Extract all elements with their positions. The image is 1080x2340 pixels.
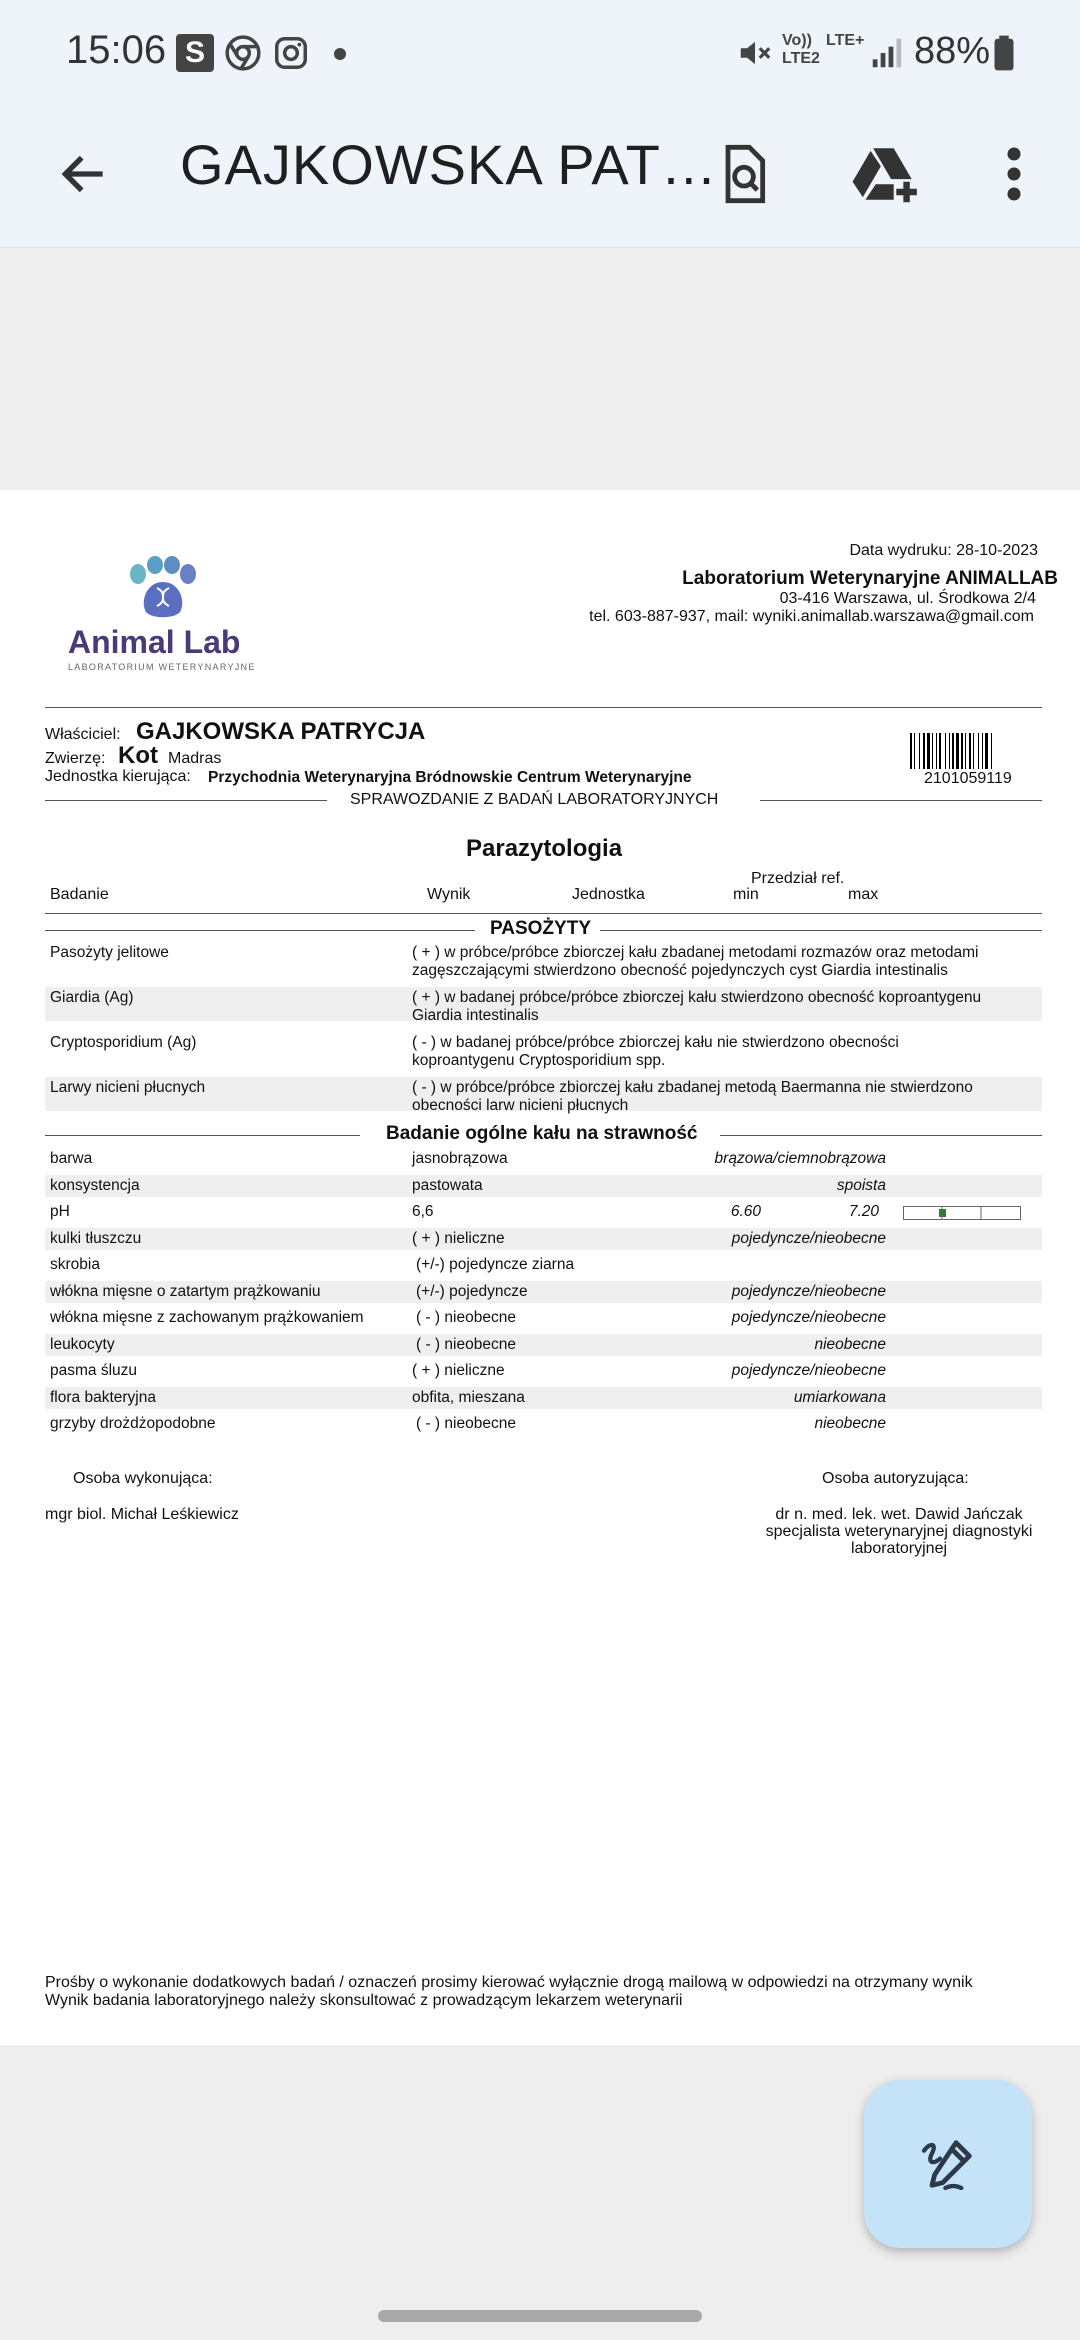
test-ref-max: umiarkowana <box>793 1389 886 1406</box>
test-result: (+/-) pojedyncze ziarna <box>416 1256 575 1273</box>
parasite-test-name: Pasożyty jelitowe <box>50 944 169 961</box>
parasite-result-line2: koproantygenu Cryptosporidium spp. <box>412 1052 666 1069</box>
barcode-bar <box>973 733 974 769</box>
test-ref-max: pojedyncze/nieobecne <box>731 1230 886 1247</box>
edit-fab-button[interactable] <box>864 2080 1032 2248</box>
test-name: konsystencja <box>50 1177 140 1194</box>
test-ref-max: pojedyncze/nieobecne <box>731 1309 886 1326</box>
more-options-button[interactable] <box>974 134 1054 214</box>
barcode-bar <box>945 733 946 769</box>
notification-dot-icon <box>334 48 346 60</box>
lab-address: 03-416 Warszawa, ul. Środkowa 2/4 <box>779 590 1036 607</box>
test-ref-max: brązowa/ciemnobrązowa <box>714 1150 886 1167</box>
test-ref-max: pojedyncze/nieobecne <box>731 1362 886 1379</box>
animal-species: Kot <box>118 742 158 769</box>
section-title: Parazytologia <box>466 835 623 862</box>
barcode-bar <box>936 733 937 769</box>
authorizer-block <box>740 1506 1058 1557</box>
barcode-bar <box>985 733 988 769</box>
test-result: 6,6 <box>412 1203 434 1220</box>
report-title: SPRAWOZDANIE Z BADAŃ LABORATORYJNYCH <box>350 791 719 808</box>
parasite-result-line1: ( + ) w próbce/próbce zbiorczej kału zbadanej metodami rozmazów oraz metodami <box>412 944 979 961</box>
document-title: GAJKOWSKA PAT… <box>180 133 718 196</box>
col-max: max <box>848 886 879 903</box>
footer-note-1: Prośby o wykonanie dodatkowych badań / oznaczeń prosimy kierować wyłącznie drogą mailową w odpowiedzi na otrzymany wynik <box>45 1974 973 1991</box>
test-result: ( - ) nieobecne <box>416 1309 516 1326</box>
add-to-drive-button[interactable] <box>846 134 926 214</box>
barcode-bar <box>932 733 933 769</box>
barcode-bar <box>956 733 959 769</box>
mute-icon <box>736 34 774 72</box>
volte-line2: LTE2 <box>782 50 820 67</box>
col-test: Badanie <box>50 886 109 903</box>
test-result: jasnobrązowa <box>412 1150 508 1167</box>
test-ref-max: spoista <box>836 1177 886 1194</box>
test-name: włókna mięsne o zatartym prążkowaniu <box>50 1283 321 1300</box>
row-band <box>45 1228 1042 1250</box>
performer-name: mgr biol. Michał Leśkiewicz <box>45 1506 239 1523</box>
drive-add-icon <box>850 142 922 206</box>
top-bar <box>0 0 1080 248</box>
divider <box>45 707 1042 708</box>
print-date: Data wydruku: 28-10-2023 <box>849 542 1038 559</box>
battery-level: 88% <box>914 30 991 72</box>
divider <box>45 930 475 931</box>
barcode-bar <box>923 733 925 769</box>
authorizer-name: dr n. med. lek. wet. Dawid Jańczak <box>775 1506 1023 1523</box>
row-band <box>45 1175 1042 1197</box>
test-name: skrobia <box>50 1256 100 1273</box>
barcode-bar <box>910 733 912 769</box>
parasite-result-line2: Giardia intestinalis <box>412 1007 539 1024</box>
test-name: pasma śluzu <box>50 1362 138 1379</box>
parasite-result-line1: ( + ) w badanej próbce/próbce zbiorczej kału stwierdzono obecność koproantygenu <box>412 989 982 1006</box>
barcode-bar <box>927 733 930 769</box>
test-name: barwa <box>50 1150 93 1167</box>
authorizer-label: Osoba autoryzująca: <box>822 1470 969 1487</box>
performer-label: Osoba wykonująca: <box>73 1470 213 1487</box>
status-bar <box>0 0 1080 100</box>
barcode-bar <box>982 733 983 769</box>
digestibility-heading: Badanie ogólne kału na strawność <box>386 1123 698 1144</box>
signal-icon <box>868 34 906 72</box>
parasite-test-name: Larwy nicieni płucnych <box>50 1079 206 1096</box>
barcode-bar <box>949 733 950 769</box>
barcode-bar <box>969 733 971 769</box>
row-band <box>45 1334 1042 1356</box>
parasite-test-name: Cryptosporidium (Ag) <box>50 1034 197 1051</box>
parasite-result-line2: zagęszczającymi stwierdzono obecność pojedynczych cyst Giardia intestinalis <box>412 962 948 979</box>
barcode <box>910 733 1032 769</box>
volte-line1: Vo)) <box>782 32 812 49</box>
divider <box>760 800 1042 801</box>
lab-name: Laboratorium Weterynaryjne ANIMALLAB <box>682 568 1058 589</box>
gesture-nav-handle[interactable] <box>378 2310 702 2322</box>
col-unit: Jednostka <box>572 886 645 903</box>
col-min: min <box>733 886 759 903</box>
test-result: ( - ) nieobecne <box>416 1415 516 1432</box>
unit-label: Jednostka kierująca: <box>45 768 191 785</box>
test-ref-max: pojedyncze/nieobecne <box>731 1283 886 1300</box>
test-result: ( - ) nieobecne <box>416 1336 516 1353</box>
parasites-heading: PASOŻYTY <box>490 918 591 939</box>
barcode-bar <box>978 733 979 769</box>
test-result: (+/-) pojedyncze <box>416 1283 528 1300</box>
status-time: 15:06 <box>66 28 167 72</box>
col-reference-range: Przedział ref. <box>751 870 845 887</box>
row-band <box>45 1387 1042 1409</box>
parasite-result-line1: ( - ) w badanej próbce/próbce zbiorczej kału nie stwierdzono obecności <box>412 1034 899 1051</box>
test-result: pastowata <box>412 1177 483 1194</box>
logo-subtitle: LABORATORIUM WETERYNARYJNE <box>68 662 256 672</box>
animal-name: Madras <box>168 750 222 767</box>
barcode-bar <box>939 733 941 769</box>
barcode-bar <box>991 733 992 769</box>
logo-name: Animal Lab <box>68 624 241 660</box>
search-in-document-button[interactable] <box>704 134 784 214</box>
col-result: Wynik <box>427 886 471 903</box>
test-result: ( + ) nieliczne <box>412 1362 505 1379</box>
file-search-icon <box>712 142 776 206</box>
paw-logo-icon <box>126 556 200 620</box>
owner-label: Właściciel: <box>45 726 121 743</box>
app-bar <box>0 100 1080 248</box>
divider <box>45 800 327 801</box>
test-name: kulki tłuszczu <box>50 1230 142 1247</box>
test-name: włókna mięsne z zachowanym prążkowaniem <box>50 1309 364 1326</box>
draw-pen-icon <box>916 2132 980 2196</box>
barcode-bar <box>965 733 966 769</box>
divider <box>600 930 1042 931</box>
test-ref-max: nieobecne <box>814 1415 886 1432</box>
authorizer-title-cont: laboratoryjnej <box>850 1540 948 1557</box>
back-button[interactable] <box>44 134 124 214</box>
ph-range-gauge <box>903 1206 1021 1220</box>
parasite-result-line2: obecności larw nicieni płucnych <box>412 1097 629 1114</box>
owner-value: GAJKOWSKA PATRYCJA <box>136 718 426 745</box>
lab-contact: tel. 603-887-937, mail: wyniki.animallab.warszawa@gmail.com <box>589 608 1034 625</box>
divider <box>45 913 1042 914</box>
footer-note-2: Wynik badania laboratoryjnego należy skonsultować z prowadzącym lekarzem weterynarii <box>45 1992 683 2009</box>
test-name: pH <box>50 1203 70 1220</box>
barcode-bar <box>952 733 954 769</box>
battery-icon <box>990 34 1018 72</box>
barcode-bar <box>914 733 915 769</box>
test-ref-max: 7.20 <box>848 1203 879 1220</box>
divider <box>720 1135 1042 1136</box>
test-name: grzyby drożdżopodobne <box>50 1415 216 1432</box>
parasite-test-name: Giardia (Ag) <box>50 989 134 1006</box>
authorizer-title: specjalista weterynaryjnej diagnostyki <box>765 1523 1033 1540</box>
arrow-left-icon <box>56 146 112 202</box>
test-name: leukocyty <box>50 1336 115 1353</box>
test-result: ( + ) nieliczne <box>412 1230 505 1247</box>
parasite-result-line1: ( - ) w próbce/próbce zbiorczej kału zbadanej metodą Baermanna nie stwierdzono <box>412 1079 973 1096</box>
chrome-icon <box>224 34 262 72</box>
s-app-icon: S <box>176 34 214 72</box>
barcode-bar <box>919 733 920 769</box>
test-name: flora bakteryjna <box>50 1389 156 1406</box>
divider <box>45 1135 360 1136</box>
document-page[interactable] <box>0 490 1080 2045</box>
animal-label: Zwierzę: <box>45 750 106 767</box>
lte-indicator: LTE+ <box>826 32 865 49</box>
test-ref-min: 6.60 <box>730 1203 761 1220</box>
unit-value: Przychodnia Weterynaryjna Bródnowskie Centrum Weterynaryjne <box>208 769 692 786</box>
barcode-number: 2101059119 <box>924 770 1012 787</box>
ph-gauge-marker <box>939 1209 946 1217</box>
test-ref-max: nieobecne <box>814 1336 886 1353</box>
volte-indicator <box>782 32 820 68</box>
more-vert-icon <box>1002 144 1026 204</box>
test-result: obfita, mieszana <box>412 1389 525 1406</box>
barcode-bar <box>961 733 963 769</box>
instagram-icon <box>272 34 310 72</box>
